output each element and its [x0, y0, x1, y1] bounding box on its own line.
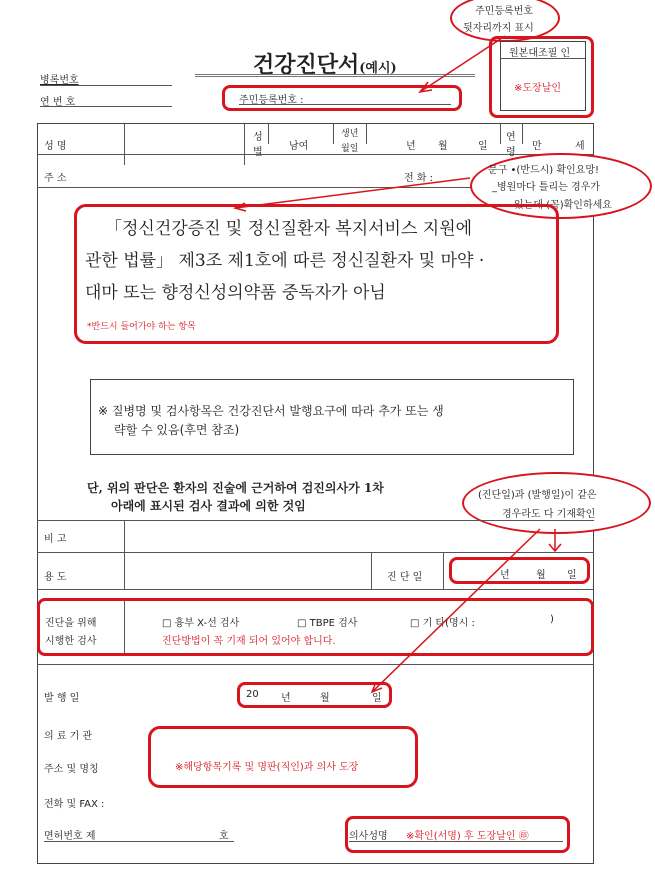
callout-resident-line2: 뒷자리까지 표시: [463, 23, 534, 34]
statement-line1: 「정신건강증진 및 정신질환자 복지서비스 지원에: [105, 219, 473, 239]
test-option-tbpe[interactable]: □ TBPE 검사: [297, 618, 358, 629]
issue-year: 년: [281, 693, 291, 704]
age-se: 세: [575, 141, 585, 152]
address-label: 주 소: [44, 173, 67, 184]
callout-resident-line1: 주민등록번호: [475, 6, 533, 17]
callout-date-line1: (진단일)과 (발행일)이 같은: [478, 490, 597, 501]
address-name-box: [148, 726, 418, 788]
issue-date-label: 발 행 일: [44, 693, 80, 704]
page-title-suffix: (예시): [359, 61, 397, 76]
callout-phrase-line1: 문구 •(반드시) 확인요망!: [488, 165, 600, 176]
tests-note: 진단방법이 꼭 기재 되어 있어야 합니다.: [162, 636, 336, 647]
notice-line2: 략할 수 있음(후면 참조): [114, 423, 240, 437]
callout-phrase-line2: _병원마다 틀리는 경우가: [492, 182, 600, 193]
birth-day: 일: [478, 141, 488, 152]
judgment-line2: 아래에 표시된 검사 결과에 의한 것임: [111, 499, 306, 513]
sex-label-1: 성: [253, 132, 263, 143]
license-label: 면허번호 제: [44, 831, 96, 842]
sex-label-2: 별: [253, 147, 263, 158]
callout-phrase-line3: 있는데 (꼭)확인하세요: [514, 200, 612, 211]
issue-month: 월: [320, 693, 330, 704]
test-option-close: ): [550, 614, 554, 625]
statement-note: *반드시 들어가야 하는 항목: [87, 322, 196, 332]
birth-label-2: 월일: [341, 144, 359, 154]
license-suffix: 호: [219, 831, 229, 842]
issue-year-prefix: 20: [246, 689, 259, 700]
judgment-line1: 단, 위의 판단은 환자의 진술에 근거하여 검진의사가 1차: [87, 481, 384, 495]
record-no-label: 병록번호: [40, 75, 79, 86]
test-option-other[interactable]: □ 기 타(명시 :: [410, 618, 475, 629]
stamp-label: 원본대조필 인: [509, 48, 571, 59]
statement-line2: 관한 법률」 제3조 제1호에 따른 정신질환자 및 마약 ·: [85, 251, 485, 271]
callout-date-line2: 경우라도 다 기재확인: [502, 509, 596, 520]
callout-date-tip: [462, 472, 651, 534]
test-option-xray[interactable]: □ 흉부 X-선 검사: [162, 618, 240, 629]
diagnosis-day: 일: [567, 570, 577, 581]
tests-label-2: 시행한 검사: [45, 636, 97, 647]
age-label-1: 연: [506, 132, 516, 143]
age-label-2: 령: [506, 147, 516, 158]
remarks-label: 비 고: [44, 534, 67, 545]
phone-fax-label: 전화 및 FAX :: [44, 799, 105, 810]
age-man: 만: [532, 141, 542, 152]
phone-label: 전 화 :: [404, 173, 434, 184]
resident-no-label: 주민등록번호 :: [239, 95, 304, 106]
doctor-note: ※확인(서명) 후 도장날인 ㊞: [406, 831, 529, 842]
institution-label: 의 료 기 관: [44, 731, 93, 742]
name-label: 성 명: [44, 141, 67, 152]
notice-line1: ※ 질병명 및 검사항목은 건강진단서 발행요구에 따라 추가 또는 생: [98, 404, 444, 418]
birth-month: 월: [438, 141, 448, 152]
birth-year: 년: [406, 141, 416, 152]
issue-day: 일: [372, 693, 382, 704]
sex-value: 남여: [289, 141, 309, 152]
diagnosis-month: 월: [536, 570, 546, 581]
tests-label-1: 진단을 위해: [45, 618, 97, 629]
stamp-note: ※도장날인: [514, 83, 562, 94]
birth-label-1: 생년: [341, 129, 359, 139]
address-name-note: ※해당항목기록 및 명판(직인)과 의사 도장: [175, 762, 359, 773]
issue-date-box: [237, 682, 392, 708]
page-title-main: 건강진단서: [253, 52, 360, 78]
diagnosis-date-label: 진 단 일: [387, 572, 423, 583]
address-name-label: 주소 및 명칭: [44, 764, 99, 775]
statement-line3: 대마 또는 향정신성의약품 중독자가 아님: [85, 283, 386, 303]
diagnosis-year: 년: [500, 570, 510, 581]
usage-label: 용 도: [44, 572, 67, 583]
serial-no-label: 연 번 호: [40, 97, 76, 108]
doctor-label: 의사성명: [349, 831, 388, 842]
